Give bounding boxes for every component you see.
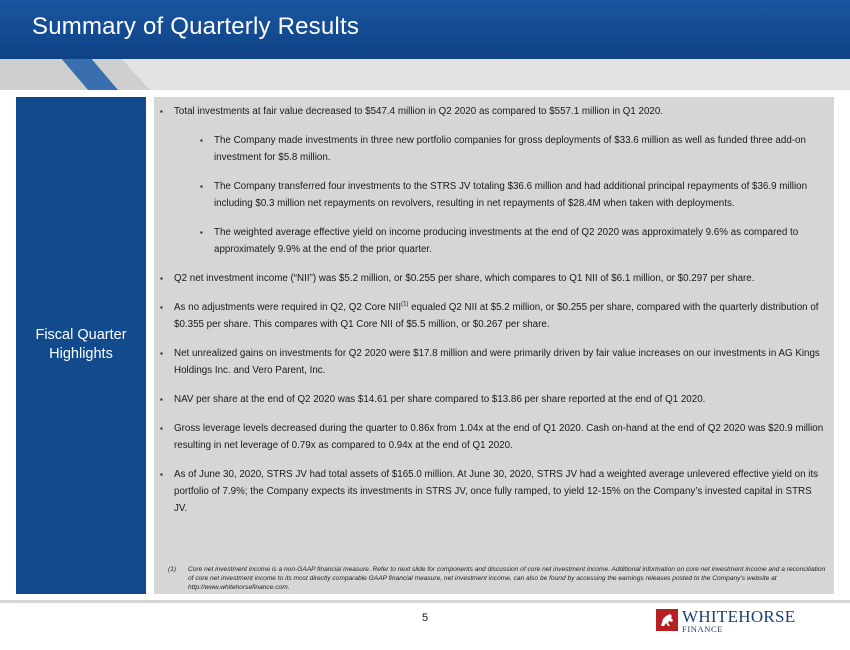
logo-subtitle: FINANCE xyxy=(682,624,724,634)
page-title: Summary of Quarterly Results xyxy=(32,13,360,40)
bullet-item xyxy=(154,391,834,408)
bullet-marker-icon: ▪ xyxy=(160,274,163,283)
bullet-marker-icon: ▪ xyxy=(160,349,163,358)
bullet-marker-icon: ▪ xyxy=(160,395,163,404)
horse-emblem-icon xyxy=(656,609,678,631)
sidebar-panel xyxy=(16,97,146,594)
bullet-item xyxy=(154,466,834,517)
bullet-marker-icon: ▪ xyxy=(160,470,163,479)
bullet-text: As of June 30, 2020, STRS JV had total assets of $165.0 million. At June 30, 2020, STRS JV had a weighted average unlevered effective yield on its portfolio of 7.9%; the Company expects its investments in STRS JV, once fully ramped, to yield 12-15% on the Company’s invested capital in STRS JV. xyxy=(174,469,819,514)
bullet-item xyxy=(154,270,834,287)
footnote-text: Core net investment income is a non-GAAP financial measure. Refer to next slide for components and discussion of core net investment income. Additional information on core net investment income and a reconciliation of core net investment income to its most directly comparable GAAP financial measure, net investment income, can also be found by accessing the earnings releases posted to the Company’s website at http://www.whitehorsefinance.com. xyxy=(188,566,826,591)
bullet-item xyxy=(154,345,834,379)
bullet-text: As no adjustments were required in Q2, Q2 Core NII xyxy=(174,302,402,313)
bullet-marker-icon: ▪ xyxy=(200,228,203,237)
bullet-text: Total investments at fair value decreased to $547.4 million in Q2 2020 as compared to $557.1 million in Q1 2020. xyxy=(174,106,664,117)
bullet-marker-icon: ▪ xyxy=(200,182,203,191)
footnote-number: (1) xyxy=(168,566,177,573)
bullet-text: The Company transferred four investments to the STRS JV totaling $36.6 million and had additional principal repayments of $36.9 million including $0.3 million net repayments on revolvers, resulting in net repayments of $28.4M when taken with deployments. xyxy=(214,181,808,209)
bullet-item xyxy=(154,420,834,454)
sub-bullet-item xyxy=(154,132,834,166)
page-number: 5 xyxy=(421,612,429,624)
footer-divider xyxy=(0,600,850,603)
bullet-item xyxy=(154,299,834,333)
bullet-marker-icon: ▪ xyxy=(160,424,163,433)
bullet-marker-icon: ▪ xyxy=(160,107,163,116)
bullet-marker-icon: ▪ xyxy=(200,136,203,145)
sidebar-title: Fiscal Quarter Highlights xyxy=(35,327,127,362)
logo-wordmark: WHITEHORSE xyxy=(682,607,796,626)
bullet-text: Gross leverage levels decreased during the quarter to 0.86x from 1.04x at the end of Q1 2020. Cash on-hand at the end of Q2 2020 was $20.9 million resulting in net leverage of 0.79x as compared to 0.94x at the end of Q1 2020. xyxy=(174,423,824,451)
bullet-text: Q2 net investment income (“NII”) was $5.2 million, or $0.255 per share, which compares to Q1 NII of $6.1 million, or $0.297 per share. xyxy=(174,273,755,284)
bullet-text: NAV per share at the end of Q2 2020 was $14.61 per share compared to $13.86 per share reported at the end of Q1 2020. xyxy=(174,394,706,405)
company-logo xyxy=(656,605,806,635)
header-decoration xyxy=(0,57,850,90)
bullet-marker-icon: ▪ xyxy=(160,303,163,312)
bullet-list xyxy=(154,103,834,529)
bullet-text: The weighted average effective yield on income producing investments at the end of Q2 2020 was approximately 9.6% as compared to approximately 9.9% at the end of the prior quarter. xyxy=(214,227,799,255)
footnote xyxy=(168,565,828,592)
footnote-ref: (1) xyxy=(401,301,409,308)
bullet-text: The Company made investments in three new portfolio companies for gross deployments of $33.6 million as well as funded three add-on investment for $5.8 million. xyxy=(214,135,806,163)
bullet-text: Net unrealized gains on investments for Q2 2020 were $17.8 million and were primarily driven by fair value increases on our investments in AG Kings Holdings Inc. and Vero Parent, Inc. xyxy=(174,348,820,376)
bullet-item xyxy=(154,103,834,120)
highlights-panel xyxy=(154,97,834,594)
header-bar xyxy=(0,0,850,57)
sub-bullet-item xyxy=(154,178,834,212)
bullet-text: equaled Q2 NII at $5.2 million, or $0.255 per share, compared with the quarterly distribution of $0.355 per share. This compares with Q1 Core NII of $5.5 million, or $0.267 per share. xyxy=(174,302,819,330)
sub-bullet-item xyxy=(154,224,834,258)
